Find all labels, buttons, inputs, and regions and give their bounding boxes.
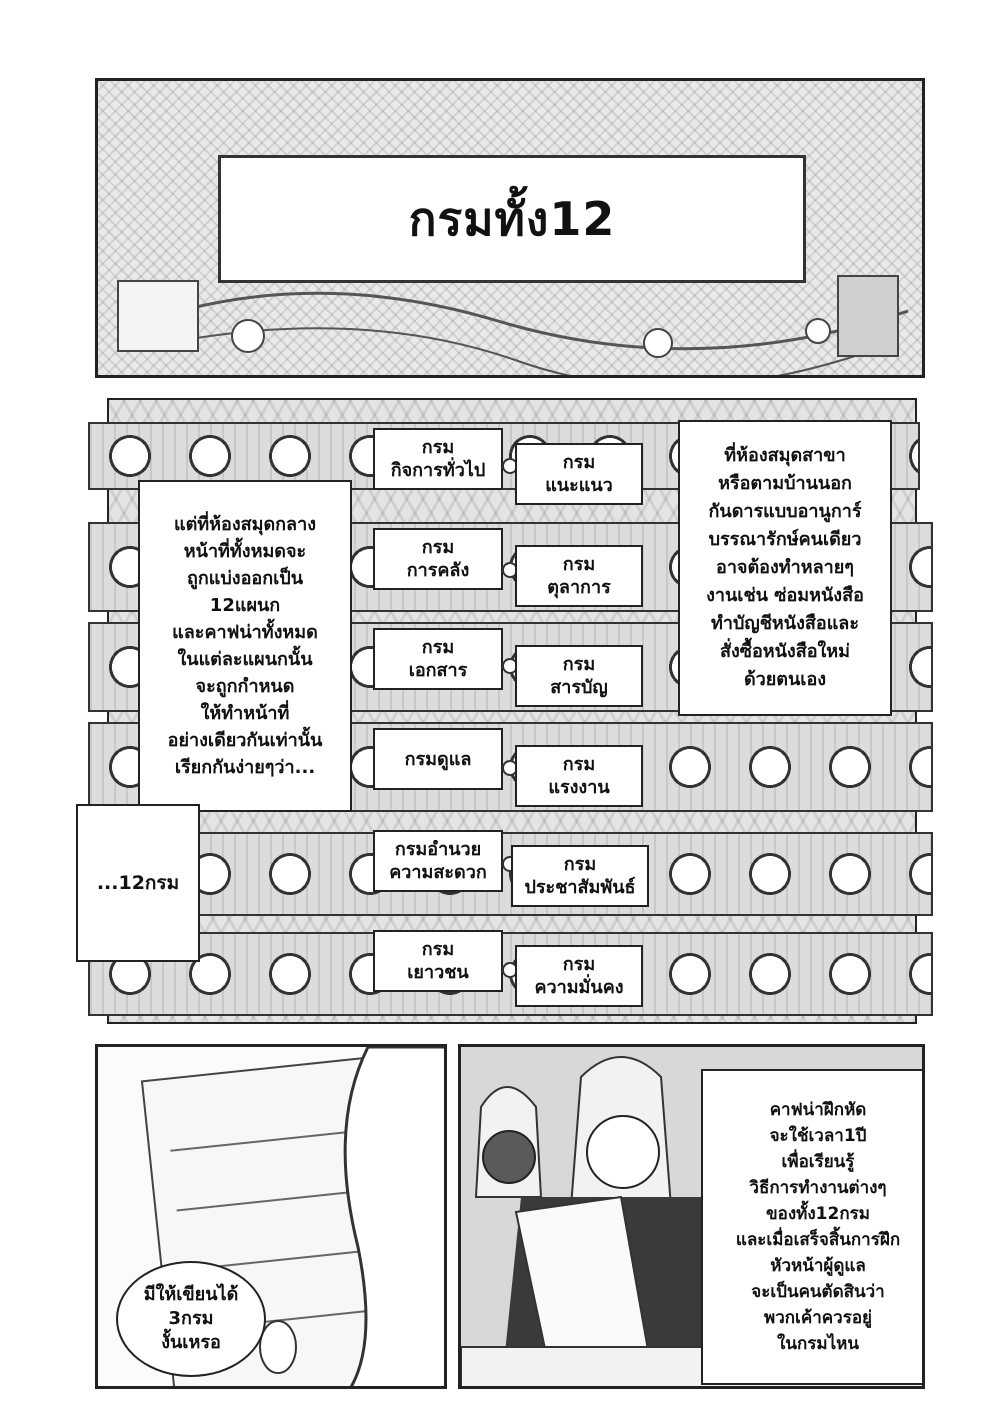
bubble-line: งั้นเหรอ <box>161 1332 221 1353</box>
caption-line: ให้ทำหน้าที่ <box>200 703 290 724</box>
caption-line: อาจต้องทำหลายๆ <box>716 557 854 578</box>
caption-line: ที่ห้องสมุดสาขา <box>724 445 846 466</box>
caption-line: คาฟน่าฝึกหัด <box>769 1100 867 1120</box>
caption-line: จะถูกกำหนด <box>195 676 295 697</box>
caption-line: หน้าที่ทั้งหมดจะ <box>183 541 307 562</box>
tag-line: ตุลาการ <box>547 577 611 598</box>
caption-line: วิธีการทำงานต่างๆ <box>749 1178 887 1198</box>
tag-line: กรม <box>421 437 455 458</box>
narration-box-bottom <box>701 1069 925 1385</box>
tag-line: กรม <box>562 954 596 975</box>
department-tag-general <box>373 428 503 490</box>
bubble-line: 3กรม <box>168 1308 214 1329</box>
department-tag-documents <box>373 628 503 690</box>
caption-line: เพื่อเรียนรู้ <box>781 1152 855 1172</box>
department-tag-judiciary <box>515 545 643 607</box>
caption-line: ในแต่ละแผนกนั้น <box>177 649 313 670</box>
caption-line: หรือตามบ้านนอก <box>718 473 852 494</box>
page-title: กรมทั้ง12 <box>408 191 616 246</box>
tag-line: กรม <box>421 939 455 960</box>
caption-line: จะใช้เวลา1ปี <box>769 1126 867 1146</box>
tag-line: กรมอำนวย <box>394 839 482 860</box>
caption-line: จะเป็นคนตัดสินว่า <box>751 1282 885 1302</box>
tag-line: เอกสาร <box>408 660 468 681</box>
trainees-panel <box>458 1044 925 1389</box>
tag-line: กรม <box>562 554 596 575</box>
title-panel <box>95 78 925 378</box>
department-tag-public-relations <box>511 845 649 907</box>
tag-line: สารบัญ <box>550 677 608 698</box>
tag-line: เยาวชน <box>407 962 469 983</box>
paper-panel <box>95 1044 447 1389</box>
tag-line: ความสะดวก <box>389 862 487 883</box>
department-tag-labor <box>515 745 643 807</box>
caption-line: ด้วยตนเอง <box>743 669 827 690</box>
tag-line: กรมดูแล <box>404 748 472 770</box>
caption-line: ของทั้ง12กรม <box>766 1204 870 1224</box>
caption-line: และคาฟน่าทั้งหมด <box>172 622 318 643</box>
caption-line: อย่างเดียวกันเท่านั้น <box>167 730 323 751</box>
caption-line: เรียกกันง่ายๆว่า... <box>174 757 316 778</box>
narration-box-left <box>138 480 352 812</box>
department-tag-treasury <box>373 528 503 590</box>
tag-line: กรม <box>421 637 455 658</box>
tag-line: กรม <box>421 537 455 558</box>
tag-line: การคลัง <box>406 560 470 581</box>
title-box <box>218 155 806 283</box>
caption-line: ทำบัญชีหนังสือและ <box>710 613 859 634</box>
tag-line: ความมั่นคง <box>534 977 624 998</box>
tag-line: กิจการทั่วไป <box>390 460 486 481</box>
tag-line: แรงงาน <box>548 777 610 798</box>
narration-box-twelve <box>76 804 200 962</box>
department-tag-youth <box>373 930 503 992</box>
tag-line: ประชาสัมพันธ์ <box>524 877 636 898</box>
tag-line: แนะแนว <box>545 475 613 496</box>
tag-line: กรม <box>562 654 596 675</box>
caption-line: ถูกแบ่งออกเป็น <box>186 568 303 589</box>
speech-bubble <box>116 1261 266 1377</box>
caption-line: งานเช่น ซ่อมหนังสือ <box>706 585 864 606</box>
caption-line: สั่งซื้อหนังสือใหม่ <box>719 641 851 662</box>
department-tag-security <box>515 945 643 1007</box>
department-tag-facilities <box>373 830 503 892</box>
caption-line: กันดารแบบอานูการ์ <box>708 501 862 522</box>
caption-line: ในกรมไหน <box>777 1334 859 1354</box>
caption-line: หัวหน้าผู้ดูแล <box>770 1256 866 1276</box>
caption-line: ...12กรม <box>96 872 180 894</box>
caption-line: แต่ที่ห้องสมุดกลาง <box>174 514 316 535</box>
caption-line: พวกเค้าควรอยู่ <box>764 1308 872 1328</box>
department-tag-care <box>373 728 503 790</box>
caption-line: และเมื่อเสร็จสิ้นการฝึก <box>735 1230 901 1250</box>
caption-line: 12แผนก <box>209 595 281 616</box>
narration-box-right <box>678 420 892 716</box>
tag-line: กรม <box>562 452 596 473</box>
bubble-line: มีให้เขียนได้ <box>143 1284 239 1305</box>
tag-line: กรม <box>562 754 596 775</box>
caption-line: บรรณารักษ์คนเดียว <box>708 529 862 550</box>
tag-line: กรม <box>563 854 597 875</box>
department-tag-index <box>515 645 643 707</box>
department-tag-guidance <box>515 443 643 505</box>
